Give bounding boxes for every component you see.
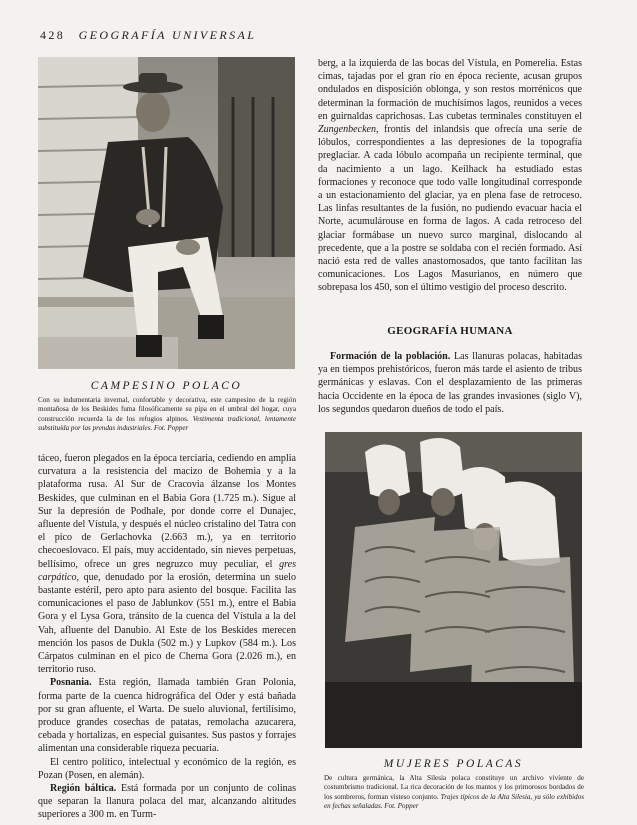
mujeres-caption-text: De cultura germánica, la Alta Silesia polaca constituye un archivo vivíente de costumbrismo tradicional. La rica decoración de los mantos y los primorosos bordados de los sombreros, forman visteso conjunto.	[324, 774, 584, 801]
campesino-photo-illustration	[38, 57, 295, 369]
campesino-photo	[38, 57, 295, 369]
heading-formacion-poblacion: Formación de la población.	[330, 351, 451, 362]
paragraph-posnania: Posnania. Esta región, llamada también Gran Polonia, forma parte de la cuenca hidrográfica del Oder y está bañada por su gran afluente, el Warta. De suelo aluvional, fertilísimo, produce grandes cosechas de patatas, remolacha azucarera, cebada y hortalizas, en especial guisantes. Sus pastos y forrajes alimentan una considerable riqueza pecuaria.	[38, 677, 296, 755]
mujeres-photo	[325, 432, 582, 748]
page-number: 428	[40, 28, 66, 42]
mujeres-caption-credit: Trajes típicos de la Alta Silesia, ya sólo exhibidos en fechas señaladas. Fot. Popper	[324, 792, 584, 811]
section-title-geografia-humana: GEOGRAFÍA HUMANA	[387, 325, 513, 337]
mujeres-caption-title: MUJERES POLACAS	[383, 758, 524, 770]
right-column-text	[318, 57, 582, 295]
left-column-text	[38, 452, 296, 822]
paragraph-lakes: berg, a la izquierda de las bocas del Vístula, en Pomerelia. Estas cimas, tajadas por el gran río en época reciente, acusan grupos ondulados en disposición oblonga, y son restos morrénicos que determinan la formación de muchísimos lagos, reunidos a veces en guirnaldas caprichosas. Las cubetas terminales constituyen el Zungenbecken, frontis del inlandsis que ofrecía una serie de lóbulos, correspondientes a las depresiones de la topografía preglaciar. A cada lóbulo acompaña un recipiente terminal, que da nacimiento a un lago. Keilhack ha estudiado estas formaciones y reconoce que todo valle longitudinal corresponde a un estacionamiento del glaciar, ya en plena fase de retroceso. Las linfas resultantes de la fusión, no pudiendo evacuar hacia el Norte, acumulárouse en forma de lagos. A cada retroceso del glaciar formábase un nuevo surco marginal, dislocando al precedente, que a la postre se soldaba con el recién formado. Así nació esta red de valles anastomosados, que tanto facilitan las comunicaciones. Los Lagos Masurianos, en número que sobrepasa los 450, son el último vestigio del proceso descrito.	[318, 58, 582, 294]
paragraph-population: Formación de la población. Las llanuras polacas, habitadas ya en tiempos prehistóricos, fueron más tarde el asiento de tribus germánicas y eslavas. Con el desplazamiento de las primeras hacia Occidente en la época de las grandes invasiones (siglo V), los segundos quedaron dueños de todo el país.	[318, 351, 582, 415]
campesino-caption	[38, 396, 296, 434]
running-header	[40, 28, 310, 43]
mujeres-photo-illustration	[325, 432, 582, 748]
paragraph-region-baltica: Región báltica. Está formada por un conjunto de colinas que separan la llanura polaca del mar, alcanzando altitudes superiores a 300 m. en Turm-	[38, 783, 297, 821]
heading-posnania: Posnania.	[50, 677, 92, 689]
running-title: GEOGRAFÍA UNIVERSAL	[78, 28, 257, 42]
campesino-caption-title: CAMPESINO POLACO	[90, 380, 243, 392]
paragraph-pozan: El centro político, intelectual y económico de la región, es Pozan (Posen, en alemán).	[38, 756, 296, 781]
campesino-caption-text: Con su indumentaria invernal, confortable y decorativa, este campesino de la región montañosa de los Beskides fuma filosóficamente su pipa en el umbral del hogar, cuya construcción recuerda la de los refugios alpinos.	[38, 396, 296, 423]
heading-region-baltica: Región báltica.	[50, 783, 117, 795]
mujeres-caption	[324, 774, 584, 812]
paragraph-carpathians: táceo, fueron plegados en la época terciaria, cediendo en amplia curvatura a la resistencia del macizo de Bohemia y a la plataforma rusa. Al Sur de Cracovia álzanse los Montes Beskides, que culminan en el Babia Gora (1.725 m.). Sigue al Sur la depresión de Podhale, por donde corre el Dunajec, afluente del Vístula, y después el núcleo cristalino del Tatra con el pico de Gerlachovka (2.663 m.), ya en territorio checoeslovaco. El país, muy accidentado, sin nieves perpetuas, bellísimo, ofrece un gres negruzco muy peculiar, el gres carpático, que, denudado por la erosión, determina un suelo bastante estéril, pero apto para asiento del bosque. Facilita las comunicaciones el paso de Jablunkov (551 m.), entre el Babia Gora y el Lysa Gora, tránsito de la cuenca del Vístula a la del Vah, afluente del Danubio. Al Este de los Beskides merecen mención los pasos de Dukla (502 m.) y Lupkov (584 m.). Los Cárpatos culminan en el pico de Cherna Gora (2.026 m.), en territorio ruso.	[38, 453, 296, 676]
campesino-caption-credit: Vestimenta tradicional, lentamente substituída por las prendas industriales. Fot. Popper	[38, 414, 297, 433]
right-column-text-population	[318, 350, 582, 416]
